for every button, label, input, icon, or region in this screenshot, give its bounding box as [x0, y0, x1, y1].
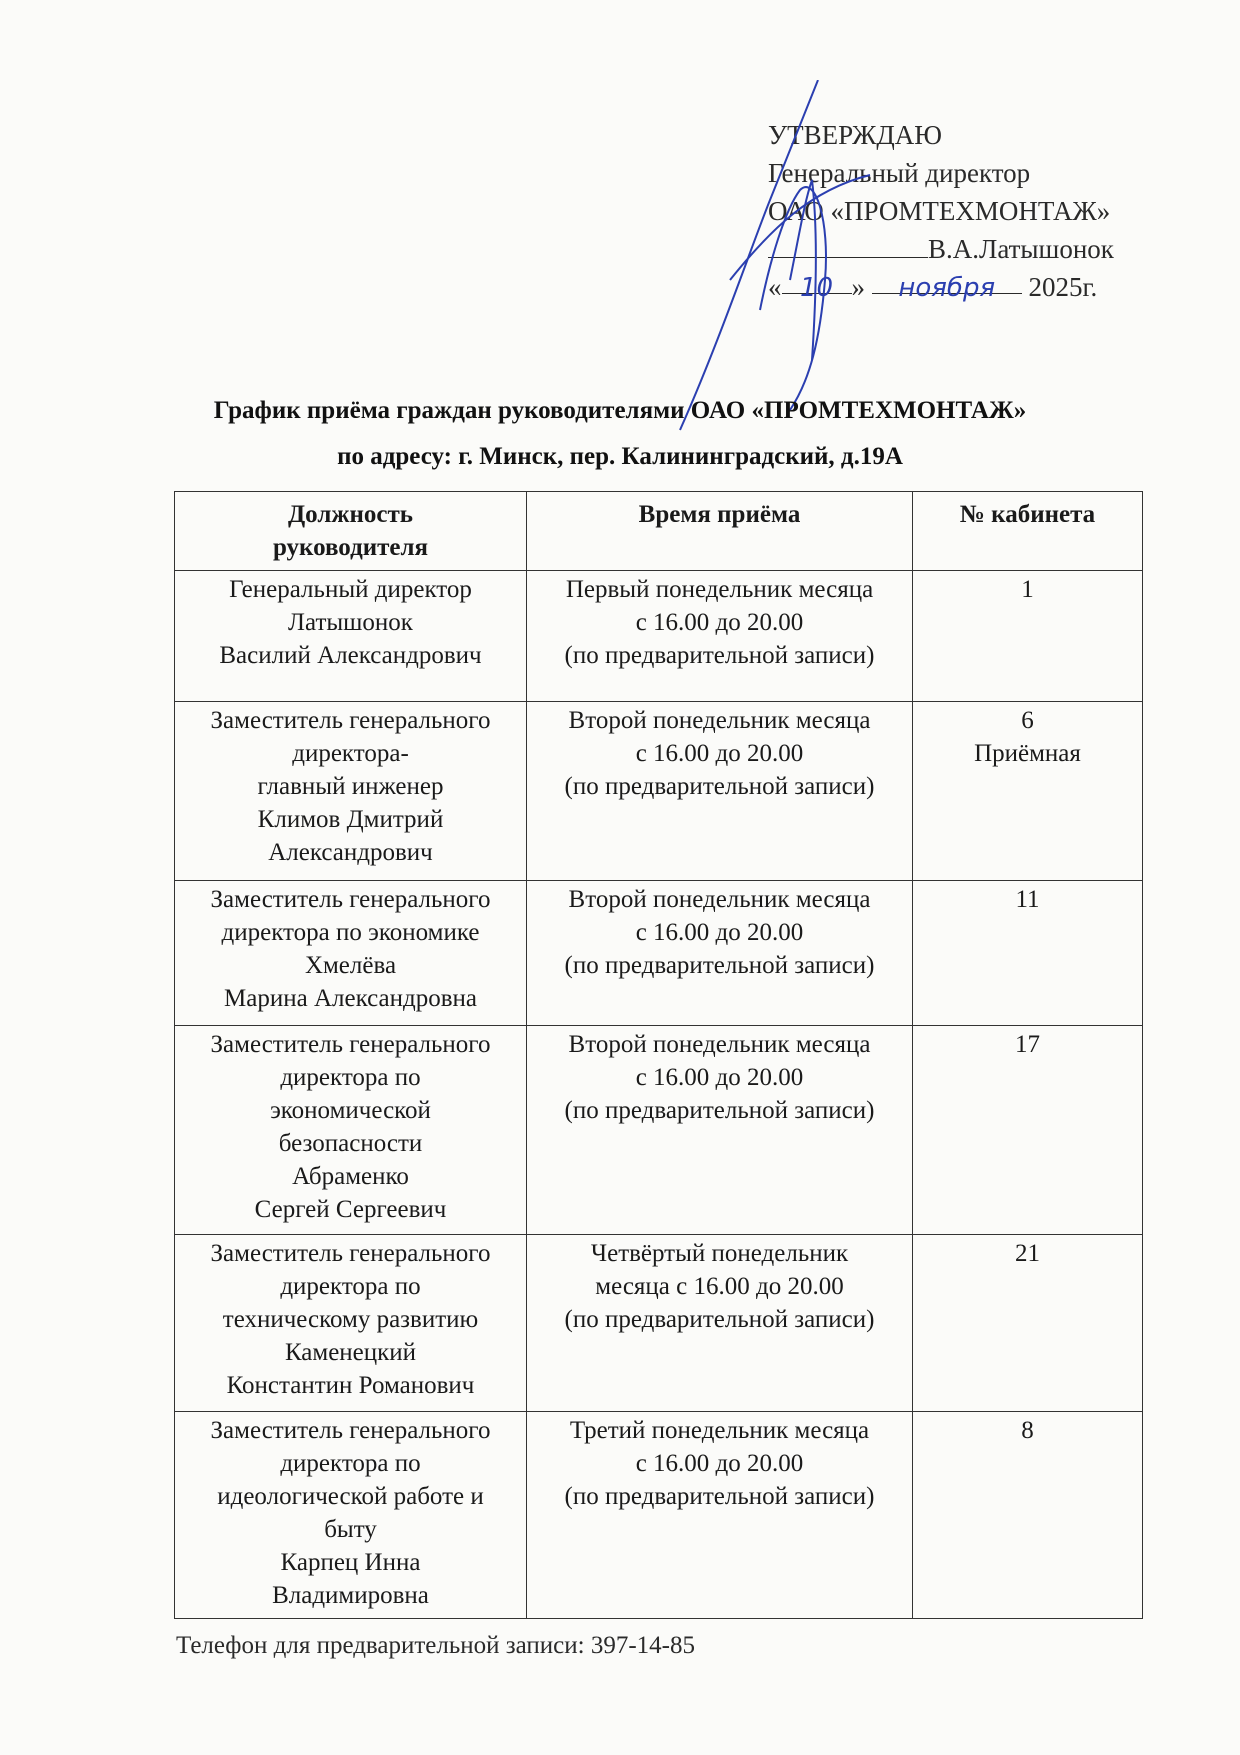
position-line: директора-: [292, 740, 409, 767]
header-room: [913, 492, 1143, 571]
time-line: (по предварительной записи): [564, 773, 875, 800]
time-line: (по предварительной записи): [564, 952, 875, 979]
cell-room: [913, 702, 1143, 881]
title-line-2: по адресу: г. Минск, пер. Калининградский, д.19А: [337, 443, 903, 470]
cell-position: [175, 702, 527, 881]
date-close-quote: »: [851, 272, 865, 302]
cell-room: [913, 881, 1143, 1026]
position-line: Каменецкий: [284, 1339, 417, 1366]
room-line: 8: [1021, 1417, 1034, 1444]
approval-company: ОАО «ПРОМТЕХМОНТАЖ»: [768, 196, 1111, 226]
time-line: Первый понедельник месяца: [565, 576, 874, 603]
cell-room: [913, 1235, 1143, 1412]
phone-note: Телефон для предварительной записи: 397-14-85: [176, 1632, 696, 1659]
room-line: 17: [1015, 1031, 1040, 1058]
room-line: 11: [1015, 886, 1040, 913]
time-line: Второй понедельник месяца: [568, 1031, 871, 1058]
position-line: Латышонок: [288, 609, 413, 636]
signature-blank: [768, 233, 928, 258]
time-line: (по предварительной записи): [564, 1306, 875, 1333]
position-line: Марина Александровна: [224, 985, 477, 1012]
time-line: с 16.00 до 20.00: [635, 609, 804, 636]
table-row: [175, 571, 1143, 702]
position-line: Заместитель генерального: [210, 707, 491, 734]
position-line: директора по: [280, 1273, 421, 1300]
cell-position: [175, 1235, 527, 1412]
cell-time: [527, 1235, 913, 1412]
reception-schedule-table: [174, 491, 1143, 1619]
header-room-line: № кабинета: [959, 501, 1096, 528]
cell-position: [175, 1412, 527, 1619]
date-year: 2025г.: [1028, 272, 1098, 302]
position-line: Генеральный директор: [229, 576, 472, 603]
position-line: Константин Романович: [226, 1372, 475, 1399]
cell-position: [175, 1026, 527, 1235]
position-line: Сергей Сергеевич: [254, 1196, 447, 1223]
time-line: с 16.00 до 20.00: [635, 1450, 804, 1477]
table-header-row: [175, 492, 1143, 571]
position-line: Василий Александрович: [219, 642, 482, 669]
position-line: директора по экономике: [221, 919, 480, 946]
cell-time: [527, 571, 913, 702]
time-line: месяца с 16.00 до 20.00: [595, 1273, 844, 1300]
position-line: Заместитель генерального: [210, 886, 491, 913]
approval-signer: В.А.Латышонок: [928, 234, 1114, 264]
room-line: 21: [1015, 1240, 1040, 1267]
position-line: безопасности: [278, 1130, 423, 1157]
time-line: Третий понедельник месяца: [569, 1417, 870, 1444]
position-line: Заместитель генерального: [210, 1417, 491, 1444]
position-line: идеологической работе и: [217, 1483, 484, 1510]
approval-date-line: [768, 268, 1114, 306]
approval-heading: УТВЕРЖДАЮ: [768, 120, 943, 150]
time-line: Второй понедельник месяца: [568, 886, 871, 913]
time-line: Второй понедельник месяца: [568, 707, 871, 734]
date-month: ноября: [872, 269, 1022, 294]
room-line: 1: [1021, 576, 1034, 603]
header-time: [527, 492, 913, 571]
position-line: Заместитель генерального: [210, 1031, 491, 1058]
document-title: [0, 388, 1240, 480]
position-line: Александрович: [268, 839, 433, 866]
cell-time: [527, 1412, 913, 1619]
time-line: Четвёртый понедельник: [590, 1240, 849, 1267]
position-line: директора по: [280, 1450, 421, 1477]
approval-signer-line: [768, 230, 1114, 268]
time-line: с 16.00 до 20.00: [635, 919, 804, 946]
table-row: [175, 1235, 1143, 1412]
cell-position: [175, 571, 527, 702]
cell-room: [913, 571, 1143, 702]
position-line: Карпец Инна: [280, 1549, 421, 1576]
time-line: с 16.00 до 20.00: [635, 740, 804, 767]
position-line: Климов Дмитрий: [257, 806, 444, 833]
time-line: (по предварительной записи): [564, 642, 875, 669]
title-line-1: График приёма граждан руководителями ОАО «ПРОМТЕХМОНТАЖ»: [213, 397, 1027, 424]
time-line: (по предварительной записи): [564, 1483, 875, 1510]
cell-time: [527, 881, 913, 1026]
position-line: Абраменко: [292, 1163, 409, 1190]
position-line: Владимировна: [272, 1582, 429, 1609]
position-line: директора по: [280, 1064, 421, 1091]
date-open-quote: «: [768, 272, 782, 302]
table-row: [175, 702, 1143, 881]
room-line: 6: [1021, 707, 1034, 734]
header-position-line: руководителя: [272, 534, 429, 561]
table-row: [175, 1026, 1143, 1235]
position-line: Хмелёва: [304, 952, 397, 979]
position-line: быту: [324, 1516, 377, 1543]
header-position-line: Должность: [287, 501, 414, 528]
header-position: [175, 492, 527, 571]
date-day: 10: [782, 269, 852, 294]
room-line: Приёмная: [974, 740, 1081, 767]
time-line: с 16.00 до 20.00: [635, 1064, 804, 1091]
approval-block: [768, 116, 1114, 306]
approval-position: Генеральный директор: [768, 158, 1031, 188]
cell-room: [913, 1026, 1143, 1235]
cell-time: [527, 1026, 913, 1235]
position-line: главный инженер: [257, 773, 444, 800]
position-line: техническому развитию: [222, 1306, 479, 1333]
position-line: Заместитель генерального: [210, 1240, 491, 1267]
header-time-line: Время приёма: [638, 501, 801, 528]
cell-position: [175, 881, 527, 1026]
cell-time: [527, 702, 913, 881]
table-row: [175, 1412, 1143, 1619]
table-row: [175, 881, 1143, 1026]
time-line: (по предварительной записи): [564, 1097, 875, 1124]
cell-room: [913, 1412, 1143, 1619]
position-line: экономической: [270, 1097, 431, 1124]
